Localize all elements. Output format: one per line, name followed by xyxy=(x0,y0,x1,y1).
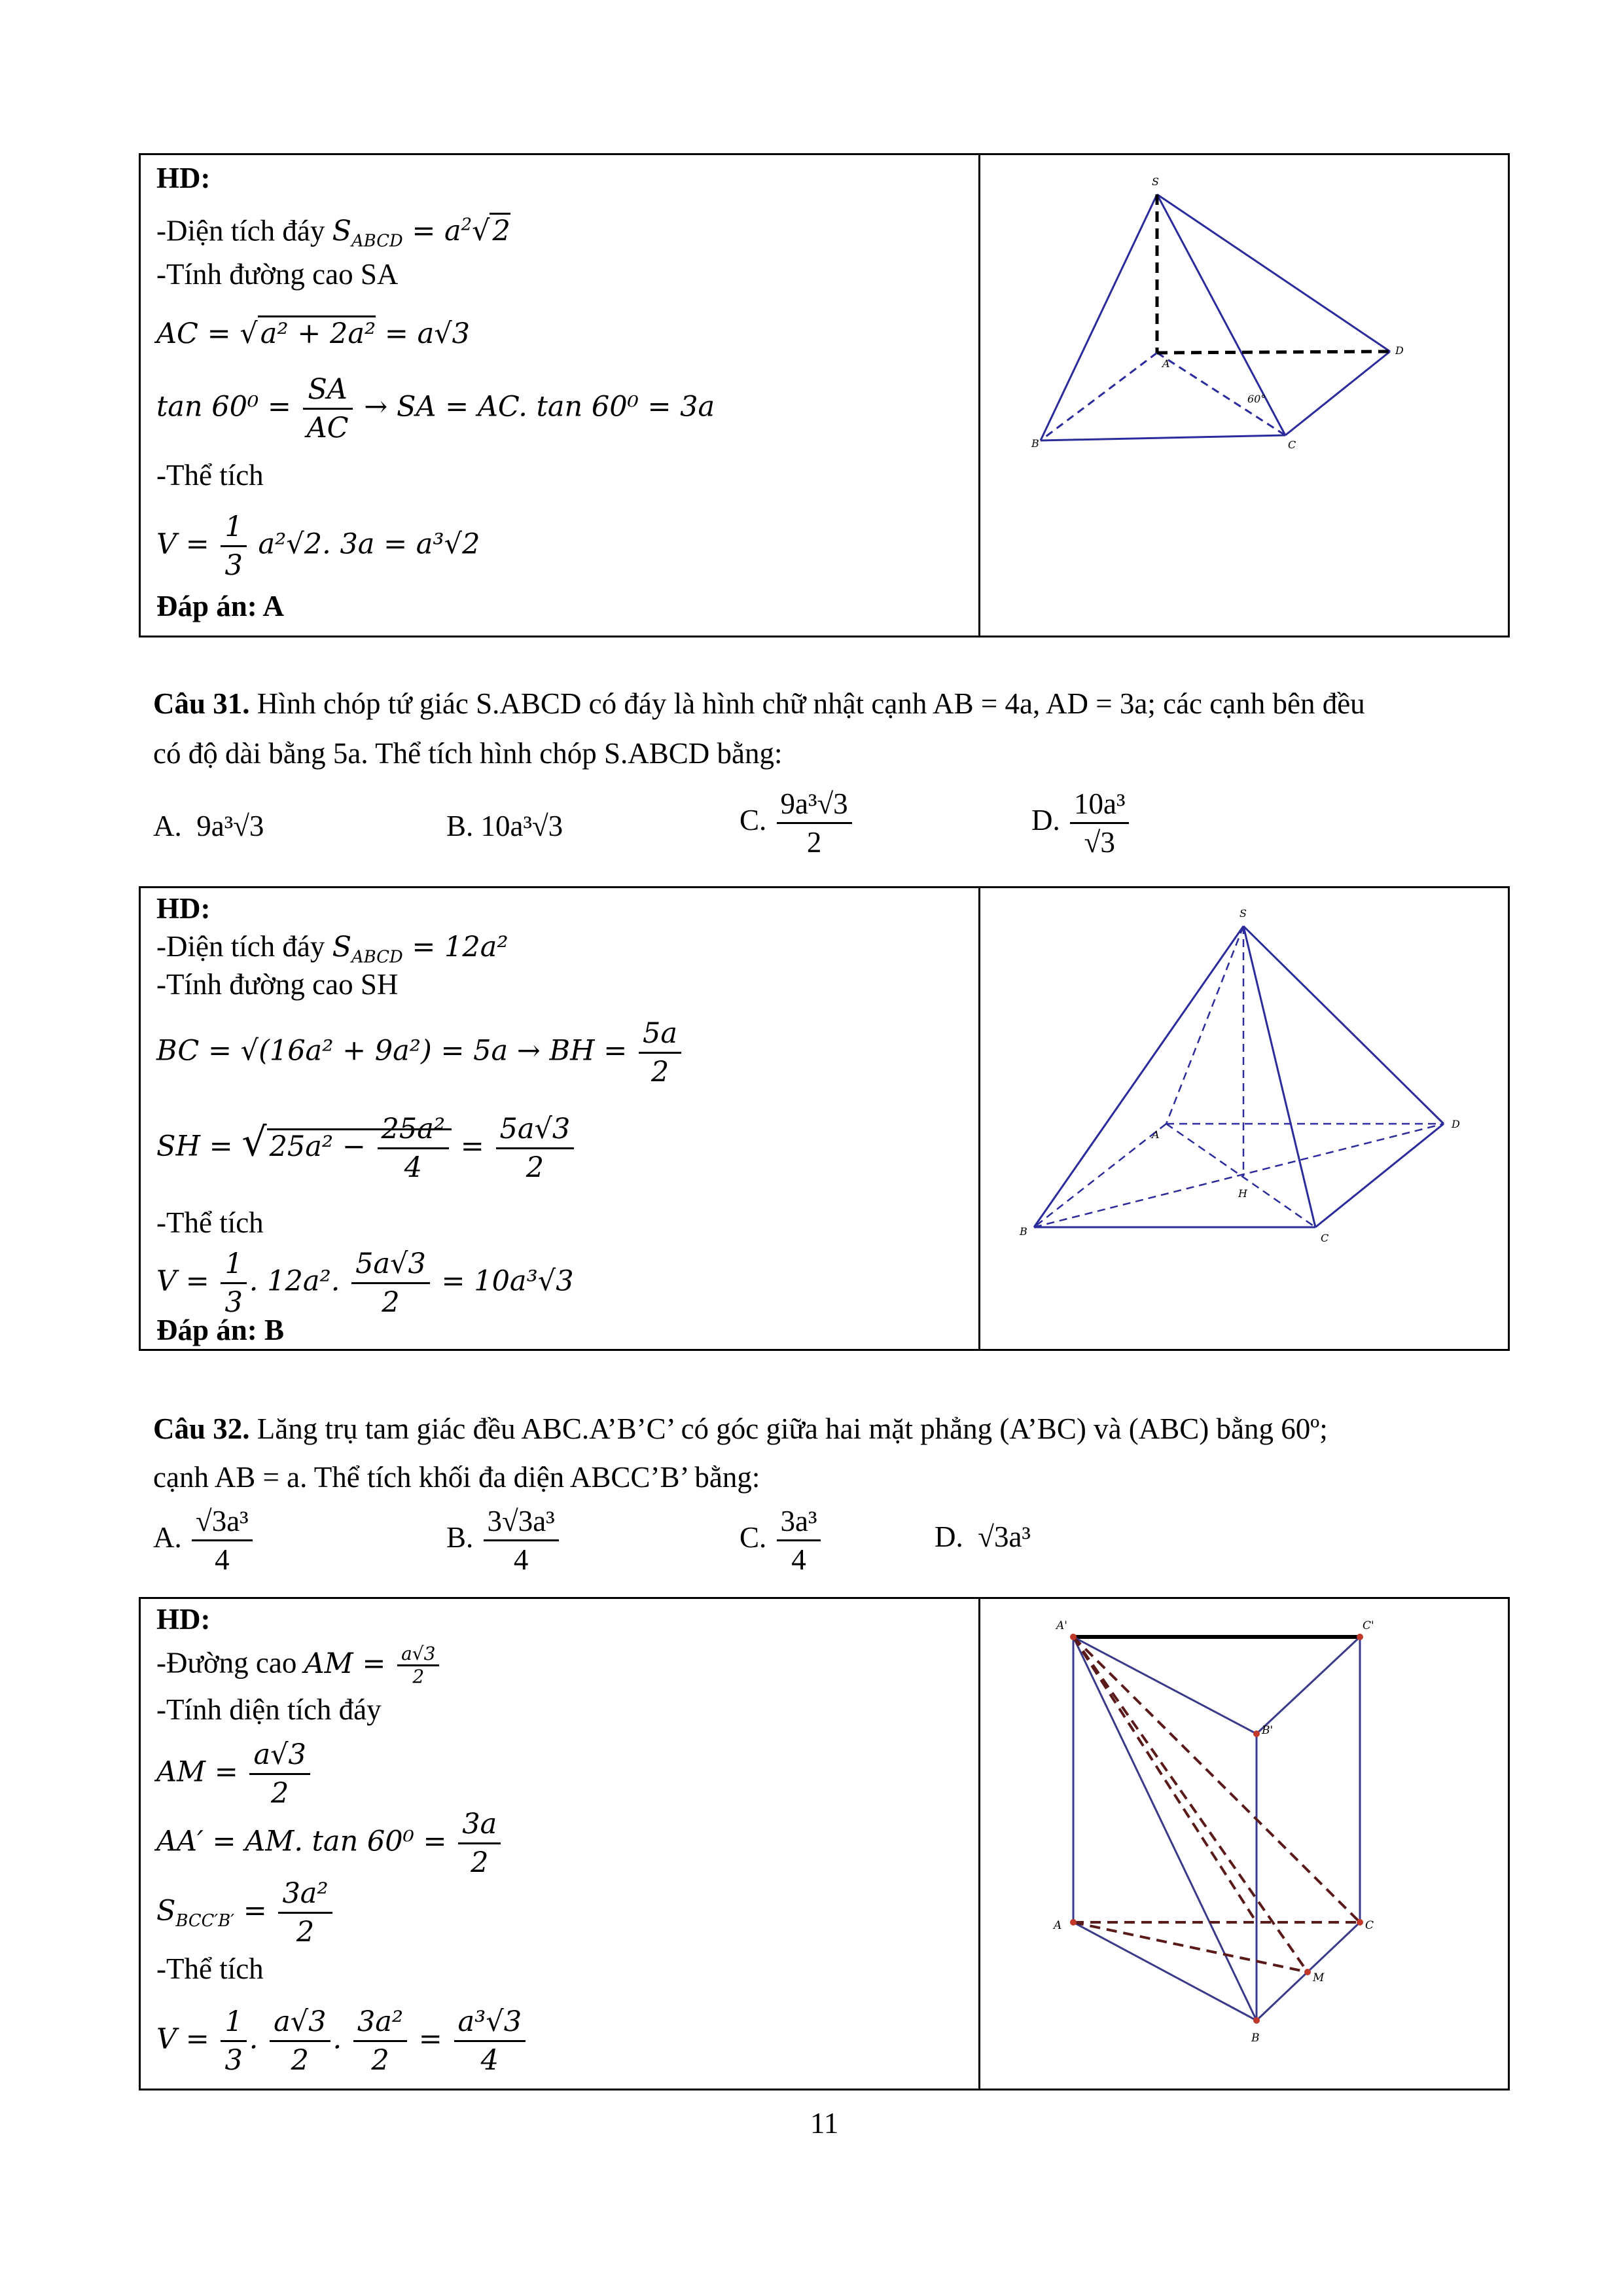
answer: Đáp án: A xyxy=(156,590,285,622)
point-c1 xyxy=(1357,1634,1363,1640)
base-area-heading: -Tính diện tích đáy xyxy=(156,1693,382,1726)
q32-option-b: B. $\frac{\text{3√3a³}}{4}$ xyxy=(446,1503,562,1578)
figure-pyramid-31 xyxy=(980,888,1508,1349)
q32-option-d: D. √3a³ xyxy=(935,1520,1031,1553)
label-a1: A' xyxy=(1056,1619,1067,1632)
volume-heading: -Thể tích xyxy=(156,1952,264,1985)
edge-bc xyxy=(1041,435,1285,440)
q31-option-c: C. $\frac{\text{9a³√3}}{2}$ xyxy=(740,785,855,861)
point-m xyxy=(1304,1969,1311,1975)
label-d: D xyxy=(1395,344,1404,357)
answer: Đáp án: B xyxy=(156,1314,285,1346)
q31-option-b: B. 10a³√3 xyxy=(446,810,563,842)
point-a xyxy=(1070,1919,1077,1926)
q32-option-a: A. $\frac{\text{√3a³}}{4}$ xyxy=(153,1503,255,1578)
point-c xyxy=(1357,1919,1363,1926)
label-angle: 60° xyxy=(1247,393,1266,405)
q32-option-c: C. $\frac{\text{3a³}}{4}$ xyxy=(740,1503,823,1578)
sh-formula: SH = √25a² − $\frac{\text{25a²}}{4}$ = $\frac{5a√3}{2}$ xyxy=(156,1111,577,1186)
ac-formula: AC = √a² + 2a² = a√3 xyxy=(156,316,470,351)
aa-formula: AA′ = AM. tan 60⁰ = $\frac{3a}{2}$ xyxy=(156,1806,503,1881)
label-m: M xyxy=(1313,1971,1325,1984)
question-31-line1: Câu 31. Hình chóp tứ giác S.ABCD có đáy là hình chữ nhật cạnh AB = 4a, AD = 3a; các cạnh bên đều xyxy=(153,687,1365,720)
label-d: D xyxy=(1452,1118,1460,1130)
edge-ab xyxy=(1041,353,1157,440)
solution-text xyxy=(141,888,980,1349)
edge-sc xyxy=(1157,194,1285,435)
edge-am xyxy=(1073,1922,1308,1972)
tan-formula: tan 60⁰ = $\frac{SA}{AC}$ → SA = AC. tan 60⁰ = 3a xyxy=(156,371,715,446)
altitude-line: -Đường cao AM = $\frac{a√3}{2}$ xyxy=(156,1643,442,1687)
label-s: S xyxy=(1152,175,1159,188)
edge-sd xyxy=(1157,194,1390,351)
figure-prism-32 xyxy=(980,1599,1508,2089)
label-s: S xyxy=(1240,907,1247,920)
volume-heading: -Thể tích xyxy=(156,459,264,492)
q31-option-a: A. 9a³√3 xyxy=(153,810,264,842)
volume-formula: V = $\frac{1}{3}$ . $\frac{a√3}{2}$ . $\frac{\text{3a²}}{2}$ = $\frac{\text{a³√3}}{4}$ xyxy=(156,2003,528,2079)
label-c1: C' xyxy=(1363,1619,1374,1632)
hd-heading: HD: xyxy=(156,1603,211,1636)
edge-ab xyxy=(1073,1922,1257,2020)
edge-ab xyxy=(1034,1124,1166,1227)
question-31-line2: có độ dài bằng 5a. Thể tích hình chóp S.ABCD bằng: xyxy=(153,737,783,770)
base-area-line: -Diện tích đáy $S_{ABCD} = 12a^2$ xyxy=(156,930,508,967)
point-b1 xyxy=(1253,1731,1260,1737)
height-heading: -Tính đường cao SH xyxy=(156,968,399,1001)
label-b: B xyxy=(1031,437,1039,450)
am-formula: AM = $\frac{a√3}{2}$ xyxy=(156,1736,313,1812)
edge-a1b1 xyxy=(1073,1637,1257,1734)
edge-a1b1-diag xyxy=(1073,1637,1257,1922)
solution-text xyxy=(141,155,980,636)
edge-sd xyxy=(1243,926,1444,1124)
area-formula: $S_{BCC'B'}$ = $\frac{\text{3a²}}{2}$ xyxy=(156,1875,335,1950)
figure-pyramid-30 xyxy=(980,155,1508,636)
label-a: A xyxy=(1054,1919,1062,1932)
solution-box-30 xyxy=(139,153,1510,637)
solution-box-31 xyxy=(139,886,1510,1351)
edge-a1b xyxy=(1073,1637,1257,2020)
label-h: H xyxy=(1238,1187,1247,1200)
label-b1: B' xyxy=(1262,1724,1274,1737)
volume-formula: V = $\frac{1}{3}$ . 12a². $\frac{5a√3}{2}$ = 10a³√3 xyxy=(156,1246,574,1321)
q31-option-d: D. $\frac{\text{10a³}}{√3}$ xyxy=(1031,785,1132,861)
solution-box-32 xyxy=(139,1597,1510,2090)
bc-formula: BC = √(16a² + 9a²) = 5a → BH = $\frac{5a}{2}$ xyxy=(156,1015,684,1090)
edge-b1c1 xyxy=(1257,1637,1360,1734)
label-b: B xyxy=(1020,1225,1027,1238)
height-heading: -Tính đường cao SA xyxy=(156,258,399,291)
hd-heading: HD: xyxy=(156,162,211,194)
edge-sc xyxy=(1243,926,1315,1227)
label-b: B xyxy=(1251,2032,1260,2045)
label-c: C xyxy=(1288,439,1296,451)
label-c: C xyxy=(1321,1232,1329,1244)
edge-a1c xyxy=(1073,1637,1360,1922)
edge-cd xyxy=(1285,351,1390,435)
edge-ad xyxy=(1157,351,1390,353)
page-number: 11 xyxy=(810,2107,839,2140)
point-b xyxy=(1253,2017,1260,2024)
hd-heading: HD: xyxy=(156,892,211,925)
volume-heading: -Thể tích xyxy=(156,1206,264,1239)
question-32-line2: cạnh AB = a. Thể tích khối đa diện ABCC’B’ bằng: xyxy=(153,1461,760,1494)
edge-ac xyxy=(1157,353,1285,435)
label-a: A xyxy=(1152,1128,1160,1141)
label-a: A xyxy=(1162,357,1170,370)
label-c: C xyxy=(1365,1919,1374,1932)
point-a1 xyxy=(1070,1634,1077,1640)
edge-sa xyxy=(1166,926,1243,1124)
question-32-line1: Câu 32. Lăng trụ tam giác đều ABC.A’B’C’ có góc giữa hai mặt phẳng (A’BC) và (ABC) bằng 60º; xyxy=(153,1412,1328,1445)
volume-formula: V = $\frac{1}{3}$ a²√2. 3a = a³√2 xyxy=(156,509,480,584)
base-area-line: -Diện tích đáy $S_{ABCD} = a^2√2$ xyxy=(156,214,510,251)
edge-sb xyxy=(1041,194,1157,440)
solution-text xyxy=(141,1599,980,2089)
